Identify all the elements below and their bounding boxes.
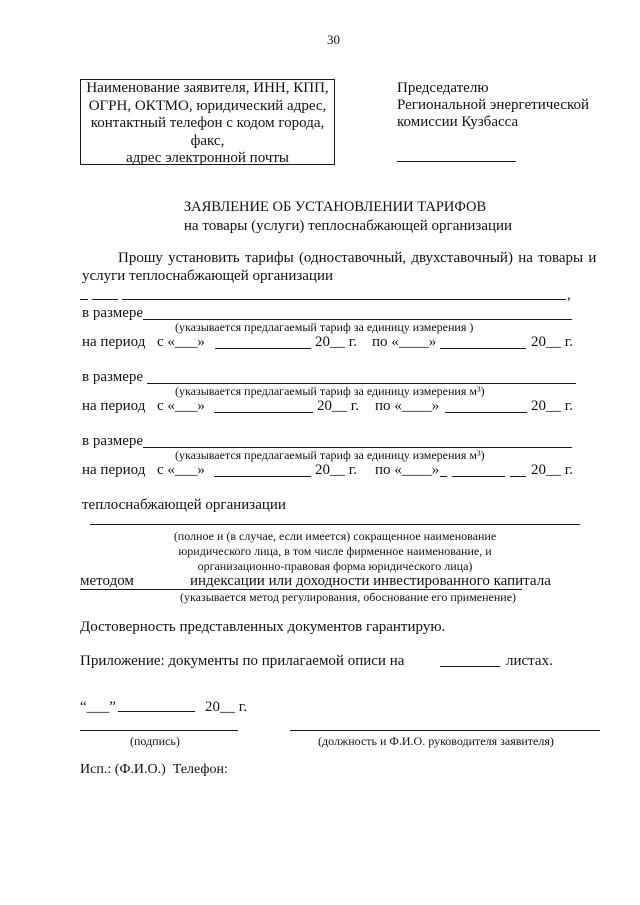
period-from-day: с «___» [157, 462, 205, 478]
applicant-box-line: контактный телефон с кодом города, [90, 115, 325, 131]
period-to-day: по «____» [372, 334, 437, 350]
method-hint: (указывается метод регулирования, обоснование его применение) [180, 590, 517, 604]
request-blank-segment [80, 299, 88, 300]
period-from-month-blank [214, 476, 311, 477]
position-caption: (должность и Ф.И.О. руководителя заявителя) [318, 734, 554, 748]
document-subtitle: на товары (услуги) теплоснабжающей организации [183, 218, 513, 234]
amount-label: в размере [82, 369, 144, 385]
signature-date-day: “___” [80, 699, 116, 715]
addressee-line: Председателю [397, 80, 489, 96]
applicant-info-box [80, 79, 335, 165]
organization-hint-line: юридического лица, в том числе фирменное наименование, и [178, 544, 492, 558]
amount-hint: (указывается предлагаемый тариф за единицу измерения ) [175, 320, 474, 334]
signature-date-month-blank [118, 711, 195, 712]
organization-hint-line: (полное и (в случае, если имеется) сокращенное наименование [173, 529, 497, 543]
tariff-block [0, 368, 640, 428]
request-line-3-comma: , [567, 287, 571, 303]
applicant-box-line: ОГРН, ОКТМО, юридический адрес, [88, 97, 327, 114]
applicant-box-line: Наименование заявителя, ИНН, КПП, [86, 80, 329, 96]
period-to-month-blank [440, 476, 447, 477]
period-to-month-blank [510, 476, 526, 477]
period-from-year: 20__ г. [315, 334, 357, 350]
attachment-text: Приложение: документы по прилагаемой описи на [80, 653, 405, 669]
signature-caption: (подпись) [130, 734, 180, 748]
period-label: на период [82, 462, 146, 478]
period-to-year: 20__ г. [531, 398, 573, 414]
addressee-line: Региональной энергетической [397, 97, 590, 113]
amount-hint: (указывается предлагаемый тариф за единицу измерения м³) [175, 448, 485, 462]
signature-blank [80, 730, 238, 731]
period-from-month-blank [214, 412, 313, 413]
attachment-sheets-blank [440, 666, 500, 667]
addressee-name-blank [397, 161, 516, 162]
period-label: на период [82, 398, 146, 414]
organization-hint-line: организационно-правовая форма юридического лица) [197, 559, 473, 573]
period-to-year: 20__ г. [531, 334, 573, 350]
guarantee-statement: Достоверность представленных документов гарантирую. [80, 619, 446, 635]
request-line-1: Прошу установить тарифы (одноставочный, двухставочный) на товары и [118, 250, 597, 266]
method-value: индексации или доходности инвестированного капитала [190, 573, 551, 589]
tariff-block [0, 432, 640, 492]
period-from-month-blank [215, 348, 311, 349]
document-title: ЗАЯВЛЕНИЕ ОБ УСТАНОВЛЕНИИ ТАРИФОВ [183, 199, 487, 215]
period-to-day: по «____» [375, 398, 440, 414]
period-to-month-blank [445, 412, 527, 413]
page-number: 30 [327, 32, 340, 47]
amount-hint: (указывается предлагаемый тариф за единицу измерения м³) [175, 384, 485, 398]
amount-label: в размере [82, 305, 144, 321]
organization-name-blank [90, 524, 580, 525]
period-to-month-blank [440, 348, 526, 349]
period-to-day: по «____» [375, 462, 440, 478]
addressee-line: комиссии Кузбасса [397, 114, 519, 130]
period-from-year: 20__ г. [315, 462, 357, 478]
applicant-box-line: адрес электронной почты [125, 150, 289, 166]
period-label: на период [82, 334, 146, 350]
position-name-blank [290, 730, 600, 731]
period-from-year: 20__ г. [317, 398, 359, 414]
request-line-2: услуги теплоснабжающей организации [82, 268, 334, 284]
applicant-box-line: факс, [190, 132, 225, 149]
request-blank-segment [92, 299, 118, 300]
period-to-month-blank [452, 476, 505, 477]
executor-line: Исп.: (Ф.И.О.) Телефон: [80, 762, 228, 777]
period-from-day: с «___» [157, 334, 205, 350]
attachment-suffix: листах. [506, 653, 553, 669]
organization-label: теплоснабжающей организации [82, 497, 286, 513]
period-to-year: 20__ г. [531, 462, 573, 478]
method-label: методом [80, 573, 134, 589]
request-blank-segment [122, 299, 566, 300]
tariff-block [0, 304, 640, 364]
signature-date-year: 20__ г. [205, 699, 247, 715]
period-from-day: с «___» [157, 398, 205, 414]
amount-label: в размере [82, 433, 144, 449]
